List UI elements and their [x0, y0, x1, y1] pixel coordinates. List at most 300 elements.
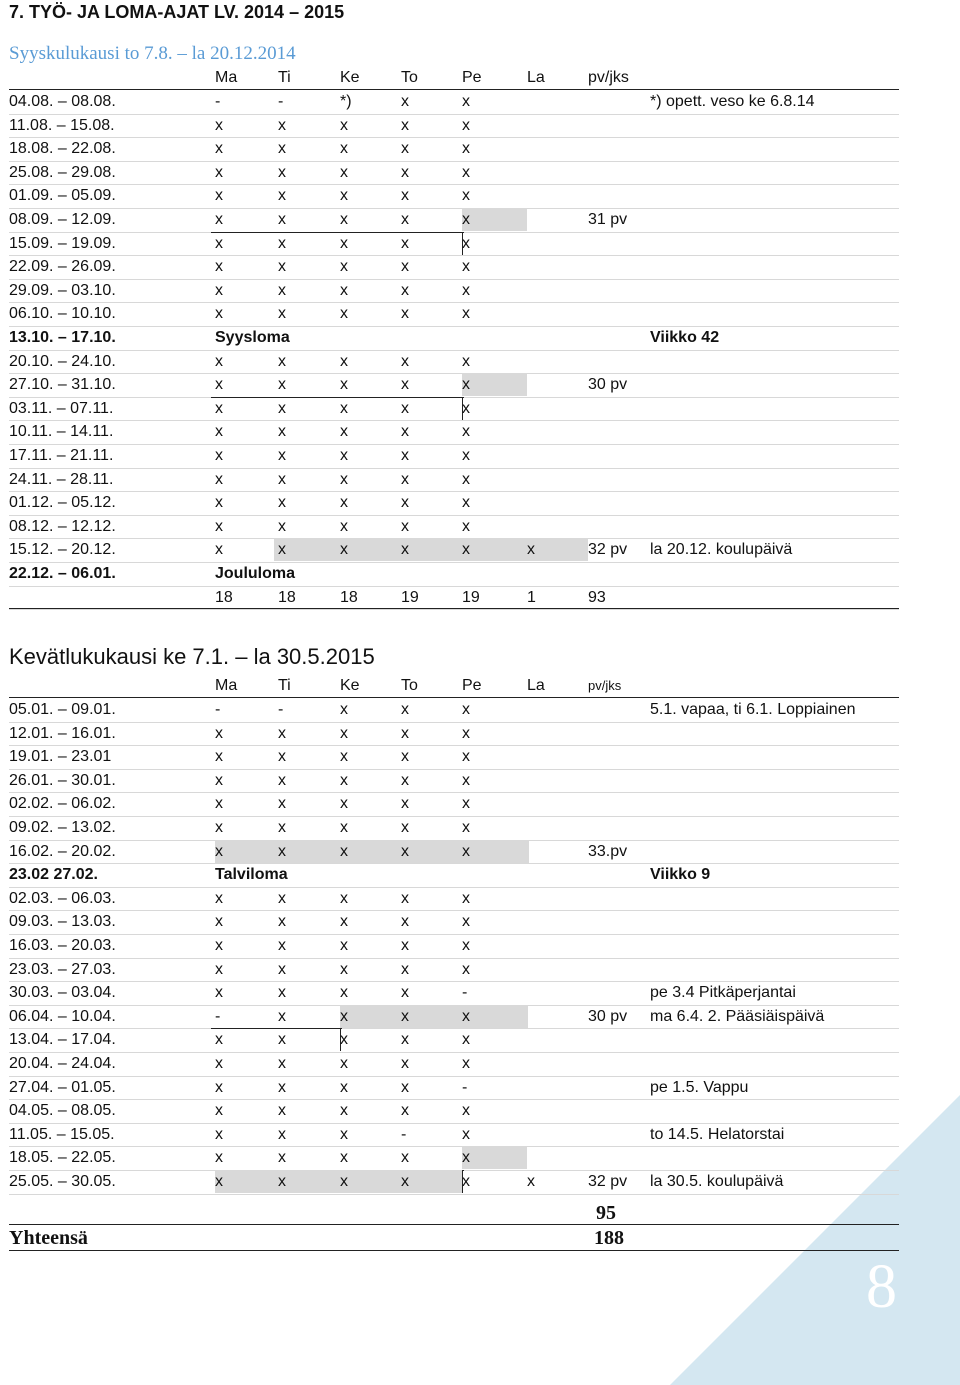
- date-range-cell: 18.05. – 22.05.: [9, 1149, 116, 1167]
- table-row: [9, 1123, 899, 1148]
- day-cell: x: [278, 376, 286, 394]
- day-cell: x: [340, 701, 348, 718]
- day-cell: x: [278, 234, 286, 252]
- date-range-cell: 24.11. – 28.11.: [9, 470, 114, 488]
- day-cell: x: [215, 1102, 223, 1120]
- day-cell: x: [462, 399, 470, 417]
- day-cell: *): [340, 93, 352, 110]
- table-row: [9, 816, 899, 841]
- day-cell: x: [278, 1125, 286, 1143]
- table-row: [9, 1028, 899, 1053]
- day-cell: x: [401, 541, 409, 559]
- table-row: [9, 326, 899, 351]
- day-cell: x: [340, 423, 348, 441]
- day-cell: x: [215, 376, 223, 394]
- date-range-cell: 06.10. – 10.10.: [9, 305, 116, 323]
- table-row: [9, 562, 899, 587]
- table-row: [9, 958, 899, 983]
- header-cell: Pe: [462, 677, 482, 694]
- day-cell: x: [215, 470, 223, 488]
- day-cell: x: [278, 305, 286, 323]
- day-cell: x: [462, 1149, 470, 1167]
- day-cell: x: [278, 913, 286, 931]
- day-cell: x: [462, 517, 470, 535]
- day-cell: x: [462, 423, 470, 441]
- day-cell: x: [340, 211, 348, 228]
- day-cell: x: [527, 541, 535, 559]
- date-range-cell: 22.09. – 26.09.: [9, 258, 116, 276]
- day-cell: x: [278, 470, 286, 488]
- day-cell: 30 pv: [588, 1007, 628, 1025]
- day-cell: x: [215, 258, 223, 276]
- table-row: [9, 1076, 899, 1101]
- header-cell: Ma: [215, 677, 238, 694]
- table-row: [9, 444, 899, 469]
- date-range-cell: 05.01. – 09.01.: [9, 701, 116, 718]
- day-cell: x: [340, 1125, 348, 1143]
- day-cell: x: [462, 93, 470, 110]
- date-range-cell: 02.02. – 06.02.: [9, 795, 116, 813]
- day-cell: x: [215, 1149, 223, 1167]
- day-cell: x: [215, 541, 223, 559]
- date-range-cell: 01.12. – 05.12.: [9, 494, 116, 512]
- date-range-cell: 16.03. – 20.03.: [9, 937, 116, 954]
- note-cell: 5.1. vapaa, ti 6.1. Loppiainen: [650, 701, 856, 718]
- day-cell: x: [215, 281, 223, 299]
- table-row: [9, 114, 899, 139]
- day-cell: x: [340, 1102, 348, 1120]
- day-cell: -: [215, 701, 221, 718]
- date-range-cell: 06.04. – 10.04.: [9, 1007, 116, 1025]
- day-cell: 18: [278, 588, 296, 606]
- autumn-term-title: Syyskulukausi to 7.8. – la 20.12.2014: [9, 43, 296, 64]
- header-cell: Ti: [278, 69, 291, 86]
- day-cell: x: [462, 116, 470, 134]
- day-cell: x: [401, 913, 409, 931]
- day-cell: 19: [401, 588, 419, 606]
- day-cell: x: [462, 234, 470, 252]
- date-range-cell: 09.02. – 13.02.: [9, 819, 116, 836]
- header-cell: La: [527, 69, 545, 86]
- day-cell: x: [401, 1007, 409, 1025]
- date-range-cell: 09.03. – 13.03.: [9, 913, 116, 931]
- day-cell: x: [401, 399, 409, 417]
- day-cell: x: [340, 984, 348, 1002]
- day-cell: x: [462, 258, 470, 276]
- day-cell: x: [215, 819, 223, 836]
- day-cell: x: [401, 819, 409, 836]
- table-row: [9, 887, 899, 912]
- day-cell: x: [340, 819, 348, 836]
- day-cell: x: [215, 305, 223, 323]
- table-row: [9, 373, 899, 398]
- table-row: [9, 161, 899, 186]
- table-row: [9, 1170, 899, 1195]
- day-cell: x: [401, 423, 409, 441]
- day-cell: x: [340, 258, 348, 276]
- date-range-cell: 18.08. – 22.08.: [9, 140, 116, 158]
- day-cell: x: [278, 541, 286, 559]
- date-range-cell: 01.09. – 05.09.: [9, 187, 116, 205]
- day-cell: x: [278, 494, 286, 512]
- day-cell: x: [340, 1173, 348, 1190]
- cell-shading: [462, 208, 527, 231]
- day-cell: x: [462, 187, 470, 205]
- day-cell: x: [215, 842, 223, 860]
- day-cell: x: [278, 819, 286, 836]
- date-range-cell: 25.08. – 29.08.: [9, 163, 116, 181]
- day-cell: x: [401, 984, 409, 1002]
- table-row: [9, 722, 899, 747]
- note-cell: pe 1.5. Vappu: [650, 1078, 749, 1096]
- day-cell: x: [340, 352, 348, 370]
- cell-shading: [462, 373, 527, 396]
- subtotal-rule: [9, 1224, 899, 1225]
- date-range-cell: 29.09. – 03.10.: [9, 281, 116, 299]
- table-row: [9, 232, 899, 257]
- day-cell: x: [401, 795, 409, 813]
- date-range-cell: 13.04. – 17.04.: [9, 1031, 116, 1049]
- day-cell: x: [278, 399, 286, 417]
- day-cell: Syysloma: [215, 329, 290, 346]
- day-cell: x: [278, 1102, 286, 1120]
- day-cell: x: [215, 795, 223, 813]
- autumn-total-rule: [9, 608, 899, 609]
- day-cell: x: [462, 1125, 470, 1143]
- cell-shading: [340, 1005, 528, 1028]
- day-cell: x: [401, 258, 409, 276]
- day-cell: x: [462, 281, 470, 299]
- day-cell: x: [215, 116, 223, 134]
- day-cell: x: [340, 1031, 348, 1049]
- table-row: [9, 397, 899, 422]
- cell-border: [211, 1028, 340, 1051]
- day-cell: x: [401, 1031, 409, 1049]
- date-range-cell: 25.05. – 30.05.: [9, 1173, 116, 1190]
- day-cell: x: [401, 281, 409, 299]
- day-cell: x: [340, 140, 348, 158]
- day-cell: x: [462, 819, 470, 836]
- day-cell: x: [462, 913, 470, 931]
- table-row: [9, 255, 899, 280]
- day-cell: x: [401, 1055, 409, 1072]
- date-range-cell: 04.05. – 08.05.: [9, 1102, 116, 1120]
- date-range-cell: 08.12. – 12.12.: [9, 517, 116, 535]
- day-cell: x: [401, 163, 409, 181]
- day-cell: x: [401, 376, 409, 394]
- day-cell: x: [401, 1102, 409, 1120]
- header-cell: La: [527, 677, 545, 694]
- day-cell: x: [215, 724, 223, 742]
- day-cell: x: [215, 1055, 223, 1072]
- note-cell: ma 6.4. 2. Pääsiäispäivä: [650, 1007, 825, 1025]
- day-cell: x: [401, 517, 409, 535]
- header-cell: Ma: [215, 69, 238, 86]
- day-cell: x: [340, 470, 348, 488]
- table-row: [9, 350, 899, 375]
- date-range-cell: 11.05. – 15.05.: [9, 1125, 115, 1143]
- header-cell: pv/jks: [588, 69, 629, 86]
- header-cell: pv/jks: [588, 678, 622, 693]
- day-cell: x: [462, 1173, 470, 1190]
- day-cell: x: [278, 423, 286, 441]
- day-cell: x: [278, 724, 286, 742]
- day-cell: x: [401, 724, 409, 742]
- header-cell: Ke: [340, 69, 360, 86]
- day-cell: 32 pv: [588, 1173, 628, 1190]
- table-row: [9, 468, 899, 493]
- day-cell: x: [340, 771, 348, 789]
- date-range-cell: 20.10. – 24.10.: [9, 352, 116, 370]
- day-cell: 30 pv: [588, 376, 628, 394]
- table-row: [9, 279, 899, 304]
- day-cell: x: [462, 494, 470, 512]
- day-cell: x: [215, 1173, 223, 1190]
- day-cell: -: [215, 1007, 221, 1025]
- day-cell: -: [278, 93, 284, 110]
- table-row: [9, 934, 899, 959]
- cell-border: [211, 232, 462, 255]
- day-cell: x: [278, 1007, 286, 1025]
- date-range-cell: 13.10. – 17.10.: [9, 329, 116, 346]
- day-cell: 31 pv: [588, 211, 628, 228]
- day-cell: x: [340, 937, 348, 954]
- day-cell: x: [340, 795, 348, 813]
- day-cell: x: [401, 889, 409, 907]
- date-range-cell: 19.01. – 23.01: [9, 748, 112, 766]
- day-cell: x: [340, 163, 348, 181]
- day-cell: x: [462, 960, 470, 978]
- table-row: [9, 184, 899, 209]
- table-row: [9, 698, 899, 723]
- date-range-cell: 30.03. – 03.04.: [9, 984, 116, 1002]
- day-cell: -: [278, 701, 284, 718]
- header-cell: Ti: [278, 677, 291, 694]
- day-cell: x: [340, 494, 348, 512]
- day-cell: 93: [588, 588, 606, 606]
- day-cell: x: [278, 211, 286, 228]
- day-cell: x: [401, 1173, 409, 1190]
- day-cell: x: [340, 305, 348, 323]
- spring-subtotal: 95: [596, 1202, 616, 1224]
- table-row: [9, 981, 899, 1006]
- day-cell: x: [278, 842, 286, 860]
- day-cell: x: [462, 163, 470, 181]
- table-row: [9, 1052, 899, 1077]
- day-cell: x: [278, 771, 286, 789]
- cell-shading: [462, 1146, 527, 1169]
- day-cell: x: [278, 1031, 286, 1049]
- day-cell: x: [462, 795, 470, 813]
- day-cell: x: [215, 352, 223, 370]
- day-cell: x: [215, 1031, 223, 1049]
- table-row: [9, 586, 899, 611]
- day-cell: x: [462, 1007, 470, 1025]
- day-cell: x: [278, 984, 286, 1002]
- date-range-cell: 12.01. – 16.01.: [9, 724, 116, 742]
- day-cell: x: [340, 1078, 348, 1096]
- table-row: [9, 90, 899, 115]
- day-cell: x: [278, 517, 286, 535]
- date-range-cell: 27.04. – 01.05.: [9, 1078, 116, 1096]
- day-cell: x: [215, 399, 223, 417]
- day-cell: x: [340, 748, 348, 766]
- day-cell: x: [401, 701, 409, 718]
- day-cell: x: [215, 913, 223, 931]
- date-range-cell: 22.12. – 06.01.: [9, 565, 116, 582]
- day-cell: x: [215, 234, 223, 252]
- day-cell: x: [278, 1078, 286, 1096]
- table-row: [9, 1099, 899, 1124]
- table-row: [9, 745, 899, 770]
- day-cell: x: [462, 305, 470, 323]
- day-cell: x: [340, 187, 348, 205]
- cell-shading: [215, 840, 529, 863]
- header-cell: Pe: [462, 69, 482, 86]
- day-cell: x: [340, 281, 348, 299]
- date-range-cell: 26.01. – 30.01.: [9, 771, 116, 789]
- table-row: [9, 515, 899, 540]
- day-cell: x: [462, 352, 470, 370]
- date-range-cell: 02.03. – 06.03.: [9, 889, 116, 907]
- day-cell: 1: [527, 588, 536, 606]
- day-cell: x: [527, 1173, 535, 1190]
- day-cell: x: [401, 305, 409, 323]
- day-cell: x: [462, 724, 470, 742]
- day-cell: x: [215, 771, 223, 789]
- day-cell: x: [278, 1173, 286, 1190]
- day-cell: Joululoma: [215, 565, 296, 582]
- day-cell: x: [215, 447, 223, 464]
- table-row: [9, 538, 899, 563]
- date-range-cell: 15.12. – 20.12.: [9, 541, 116, 559]
- date-range-cell: 27.10. – 31.10.: [9, 376, 116, 394]
- day-cell: x: [401, 140, 409, 158]
- table-row: [9, 420, 899, 445]
- table-row: [9, 863, 899, 888]
- day-cell: x: [340, 234, 348, 252]
- day-cell: x: [215, 937, 223, 954]
- day-cell: x: [278, 163, 286, 181]
- day-cell: x: [215, 889, 223, 907]
- table-row: [9, 769, 899, 794]
- day-cell: x: [401, 748, 409, 766]
- date-range-cell: 04.08. – 08.08.: [9, 93, 116, 110]
- note-cell: la 30.5. koulupäivä: [650, 1173, 784, 1190]
- day-cell: x: [462, 842, 470, 860]
- day-cell: x: [215, 423, 223, 441]
- day-cell: x: [462, 748, 470, 766]
- day-cell: x: [401, 937, 409, 954]
- day-cell: x: [462, 701, 470, 718]
- day-cell: x: [340, 1055, 348, 1072]
- table-row: [9, 910, 899, 935]
- date-range-cell: 15.09. – 19.09.: [9, 234, 116, 252]
- day-cell: x: [278, 116, 286, 134]
- day-cell: x: [215, 140, 223, 158]
- day-cell: x: [278, 1149, 286, 1167]
- day-cell: x: [401, 234, 409, 252]
- day-cell: x: [278, 447, 286, 464]
- date-range-cell: 17.11. – 21.11.: [9, 447, 114, 464]
- table-row: [9, 792, 899, 817]
- date-range-cell: 23.02 27.02.: [9, 866, 98, 884]
- day-cell: x: [462, 447, 470, 464]
- note-cell: to 14.5. Helatorstai: [650, 1125, 785, 1143]
- table-row: [9, 1146, 899, 1171]
- header-rule: [9, 89, 899, 90]
- day-cell: x: [340, 541, 348, 559]
- header-rule: [9, 697, 899, 698]
- total-value: 188: [594, 1227, 624, 1249]
- day-cell: x: [215, 494, 223, 512]
- note-cell: *) opett. veso ke 6.8.14: [650, 93, 815, 110]
- day-cell: 18: [215, 588, 233, 606]
- cell-border: [211, 397, 462, 420]
- day-cell: -: [462, 1078, 468, 1096]
- day-cell: x: [340, 1149, 348, 1167]
- table-row: [9, 840, 899, 865]
- day-cell: x: [278, 352, 286, 370]
- day-cell: x: [340, 376, 348, 394]
- day-cell: x: [401, 842, 409, 860]
- day-cell: x: [215, 748, 223, 766]
- day-cell: x: [462, 470, 470, 488]
- day-cell: x: [401, 494, 409, 512]
- header-cell: Ke: [340, 677, 360, 694]
- day-cell: x: [215, 517, 223, 535]
- note-cell: Viikko 9: [650, 866, 711, 884]
- day-cell: x: [278, 187, 286, 205]
- day-cell: x: [462, 889, 470, 907]
- day-cell: -: [462, 984, 468, 1002]
- day-cell: x: [340, 517, 348, 535]
- day-cell: x: [278, 140, 286, 158]
- day-cell: x: [401, 211, 409, 228]
- header-cell: To: [401, 69, 418, 86]
- day-cell: x: [278, 795, 286, 813]
- spring-header-row: [9, 674, 899, 698]
- day-cell: x: [462, 771, 470, 789]
- day-cell: x: [340, 960, 348, 978]
- day-cell: x: [278, 960, 286, 978]
- day-cell: x: [215, 187, 223, 205]
- table-row: [9, 137, 899, 162]
- table-row: [9, 208, 899, 233]
- note-cell: pe 3.4 Pitkäperjantai: [650, 984, 796, 1002]
- day-cell: x: [401, 352, 409, 370]
- date-range-cell: 11.08. – 15.08.: [9, 116, 115, 134]
- autumn-header-row: [9, 66, 899, 90]
- day-cell: 19: [462, 588, 480, 606]
- day-cell: x: [278, 1055, 286, 1072]
- day-cell: x: [462, 140, 470, 158]
- day-cell: x: [401, 187, 409, 205]
- day-cell: x: [340, 116, 348, 134]
- table-row: [9, 491, 899, 516]
- day-cell: -: [401, 1125, 407, 1143]
- date-range-cell: 03.11. – 07.11.: [9, 399, 114, 417]
- day-cell: x: [340, 1007, 348, 1025]
- day-cell: x: [401, 1078, 409, 1096]
- day-cell: x: [462, 1102, 470, 1120]
- day-cell: x: [401, 470, 409, 488]
- day-cell: x: [215, 984, 223, 1002]
- day-cell: x: [340, 913, 348, 931]
- day-cell: x: [215, 960, 223, 978]
- day-cell: x: [215, 163, 223, 181]
- day-cell: x: [215, 1125, 223, 1143]
